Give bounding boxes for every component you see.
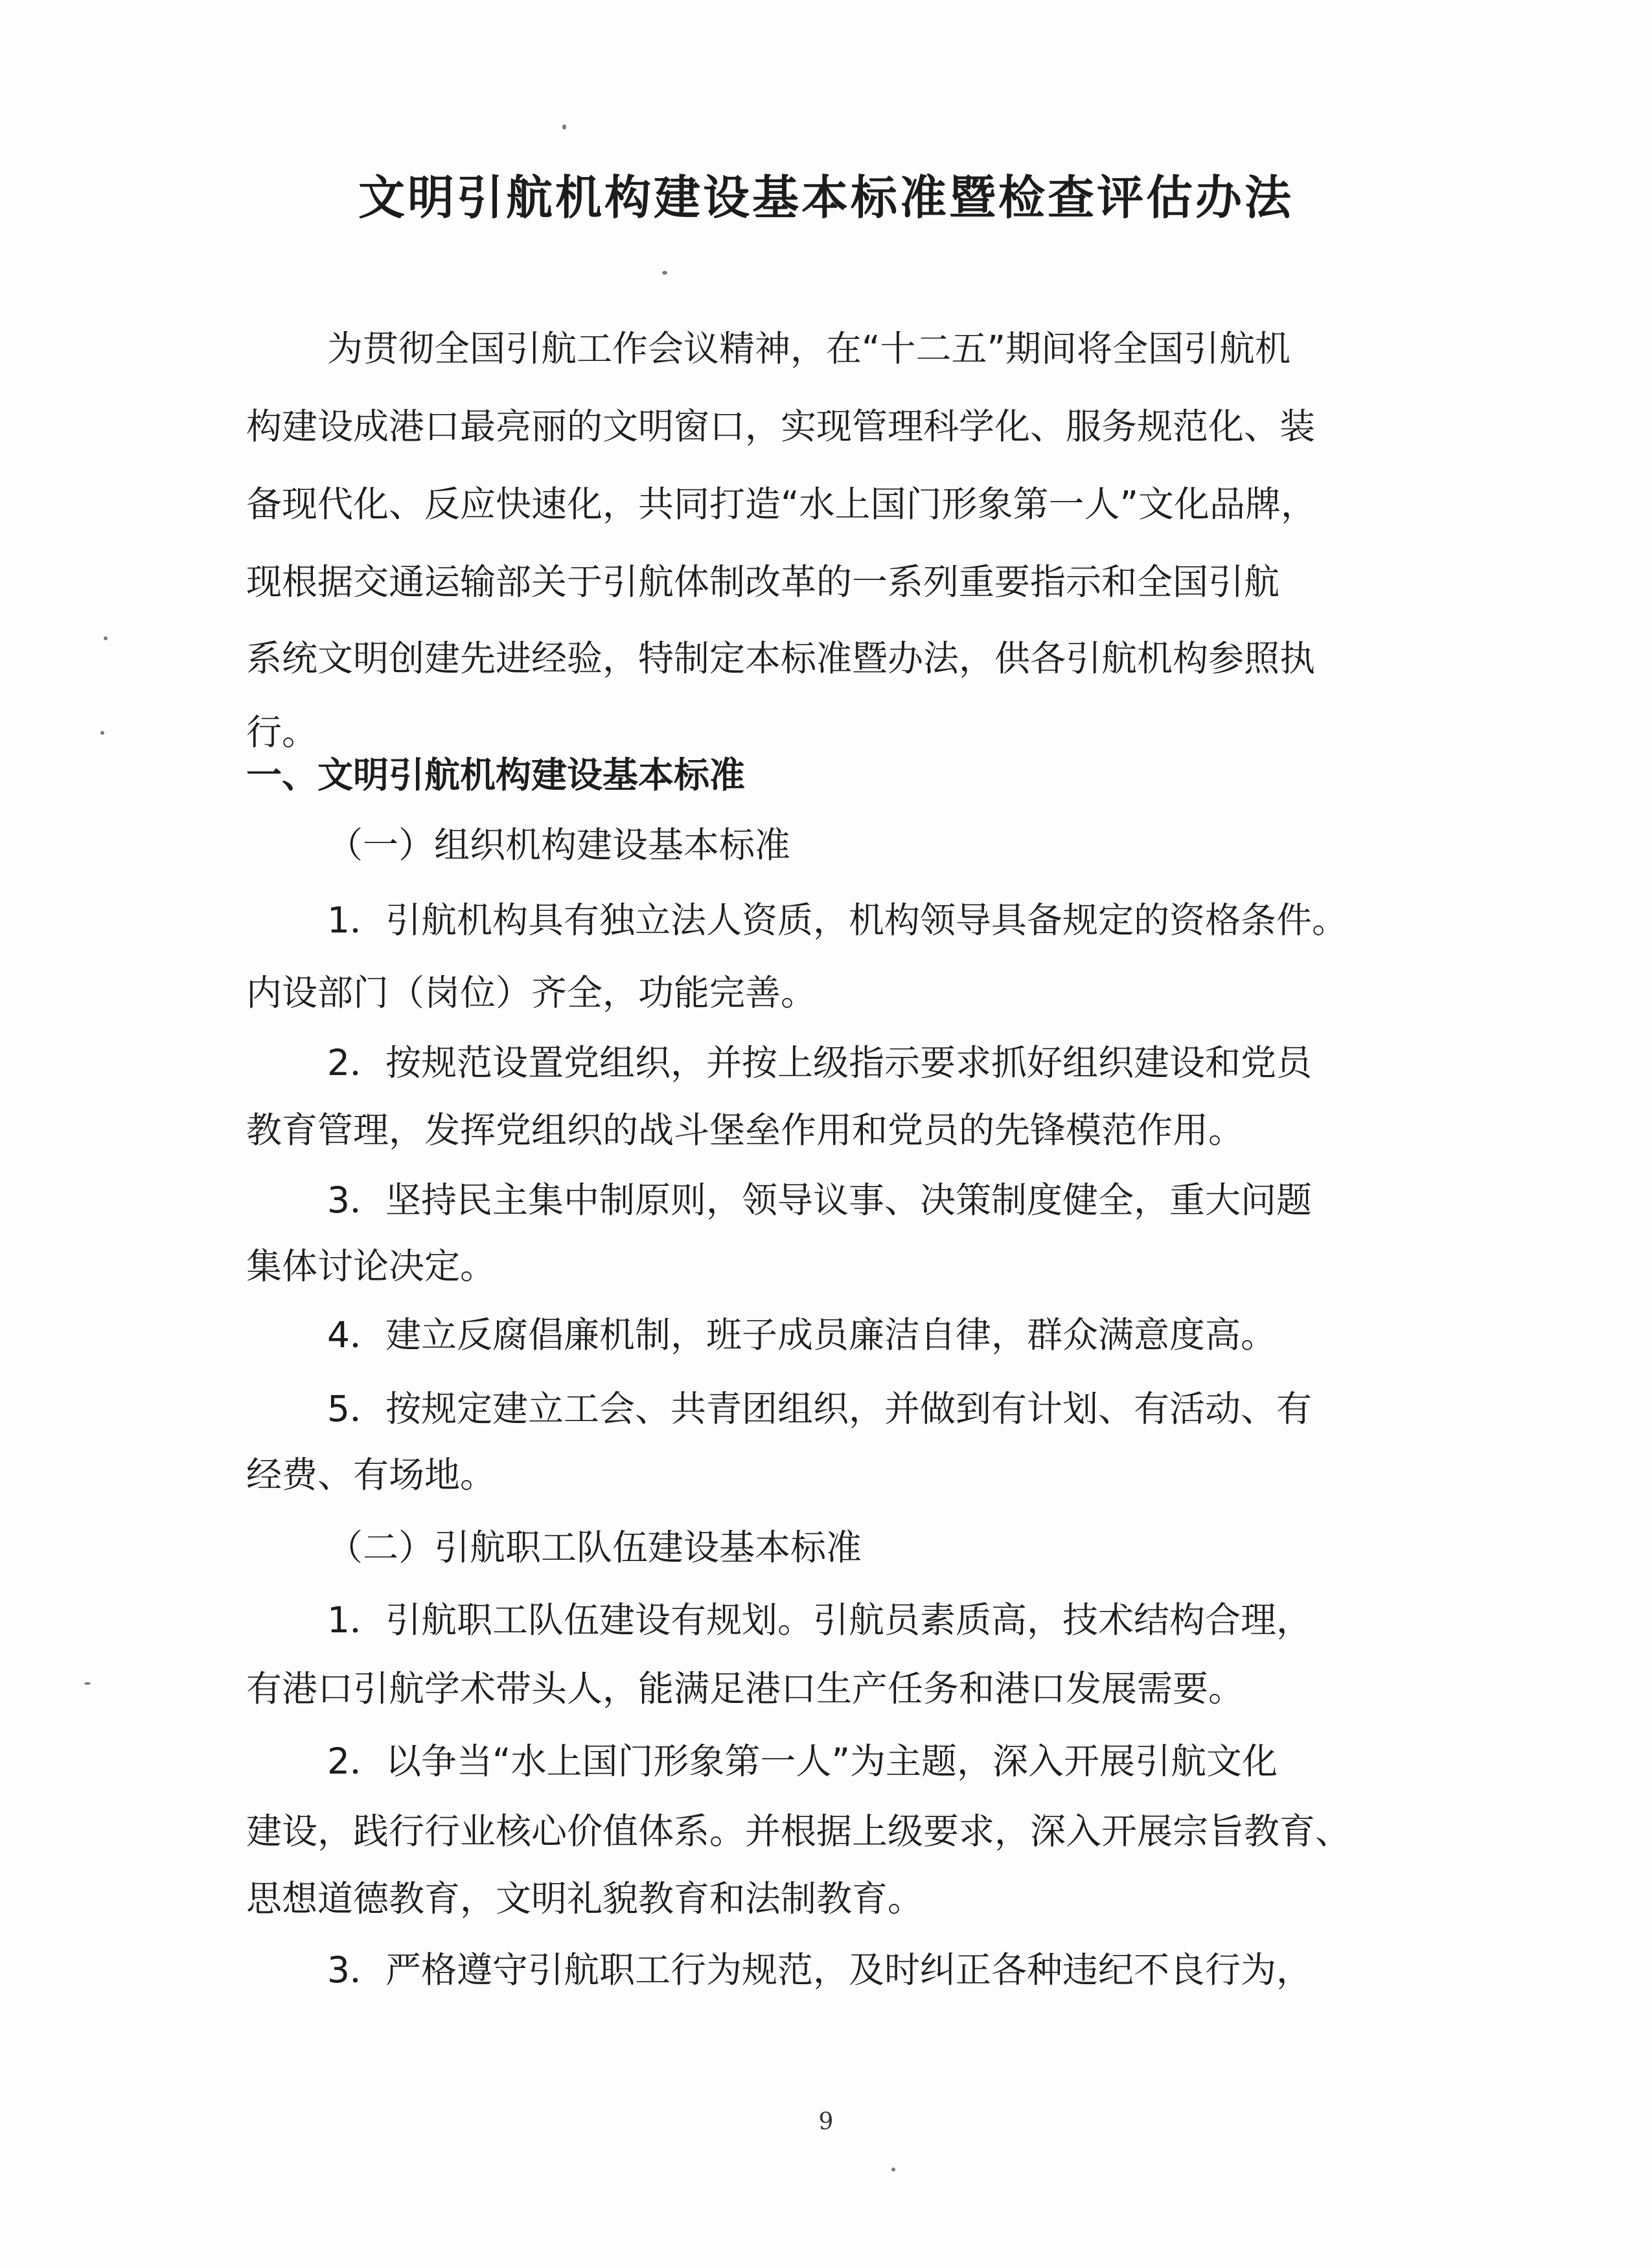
scan-speck [84, 1682, 91, 1685]
body-line: 现根据交通运输部关于引航体制改革的一系列重要指示和全国引航 [246, 561, 1280, 603]
body-line: 教育管理，发挥党组织的战斗堡垒作用和党员的先锋模范作用。 [246, 1109, 1245, 1151]
body-line: 3．坚持民主集中制原则，领导议事、决策制度健全，重大问题 [327, 1179, 1312, 1221]
body-line: 1．引航机构具有独立法人资质，机构领导具备规定的资格条件。 [327, 899, 1348, 941]
body-line: 为贯彻全国引航工作会议精神，在“十二五”期间将全国引航机 [327, 328, 1291, 369]
body-line: 集体讨论决定。 [246, 1245, 496, 1287]
body-line: 构建设成港口最亮丽的文明窗口，实现管理科学化、服务规范化、装 [246, 406, 1316, 447]
body-line: 经费、有场地。 [246, 1454, 496, 1496]
body-line: 思想道德教育，文明礼貌教育和法制教育。 [246, 1878, 924, 1919]
section-heading: 一、文明引航机构建设基本标准 [246, 754, 746, 796]
body-line: 2．按规范设置党组织，并按上级指示要求抓好组织建设和党员 [327, 1042, 1312, 1083]
body-line: 建设，践行行业核心价值体系。并根据上级要求，深入开展宗旨教育、 [246, 1811, 1351, 1852]
document-title: 文明引航机构建设基本标准暨检查评估办法 [358, 170, 1294, 225]
body-line: 1．引航职工队伍建设有规划。引航员素质高，技术结构合理， [327, 1599, 1312, 1641]
body-line: 4．建立反腐倡廉机制，班子成员廉洁自律，群众满意度高。 [327, 1314, 1276, 1356]
body-line: 3．严格遵守引航职工行为规范，及时纠正各种违纪不良行为， [327, 1949, 1312, 1991]
body-line: 有港口引航学术带头人，能满足港口生产任务和港口发展需要。 [246, 1668, 1245, 1709]
body-line: 行。 [246, 712, 318, 753]
page-number: 9 [818, 2109, 834, 2135]
subsection-heading: （一）组织机构建设基本标准 [327, 824, 791, 866]
scan-speck [100, 731, 104, 735]
body-line: 内设部门（岗位）齐全，功能完善。 [246, 972, 817, 1013]
body-line: 5．按规定建立工会、共青团组织，并做到有计划、有活动、有 [327, 1388, 1312, 1429]
scan-speck [562, 124, 566, 130]
scan-speck [891, 2168, 895, 2171]
body-line: 2．以争当“水上国门形象第一人”为主题，深入开展引航文化 [327, 1741, 1278, 1782]
scan-speck [104, 636, 108, 640]
subsection-heading: （二）引航职工队伍建设基本标准 [327, 1527, 862, 1568]
body-line: 系统文明创建先进经验，特制定本标准暨办法，供各引航机构参照执 [246, 638, 1316, 679]
body-line: 备现代化、反应快速化，共同打造“水上国门形象第一人”文化品牌， [246, 483, 1316, 525]
scan-speck [662, 271, 667, 275]
